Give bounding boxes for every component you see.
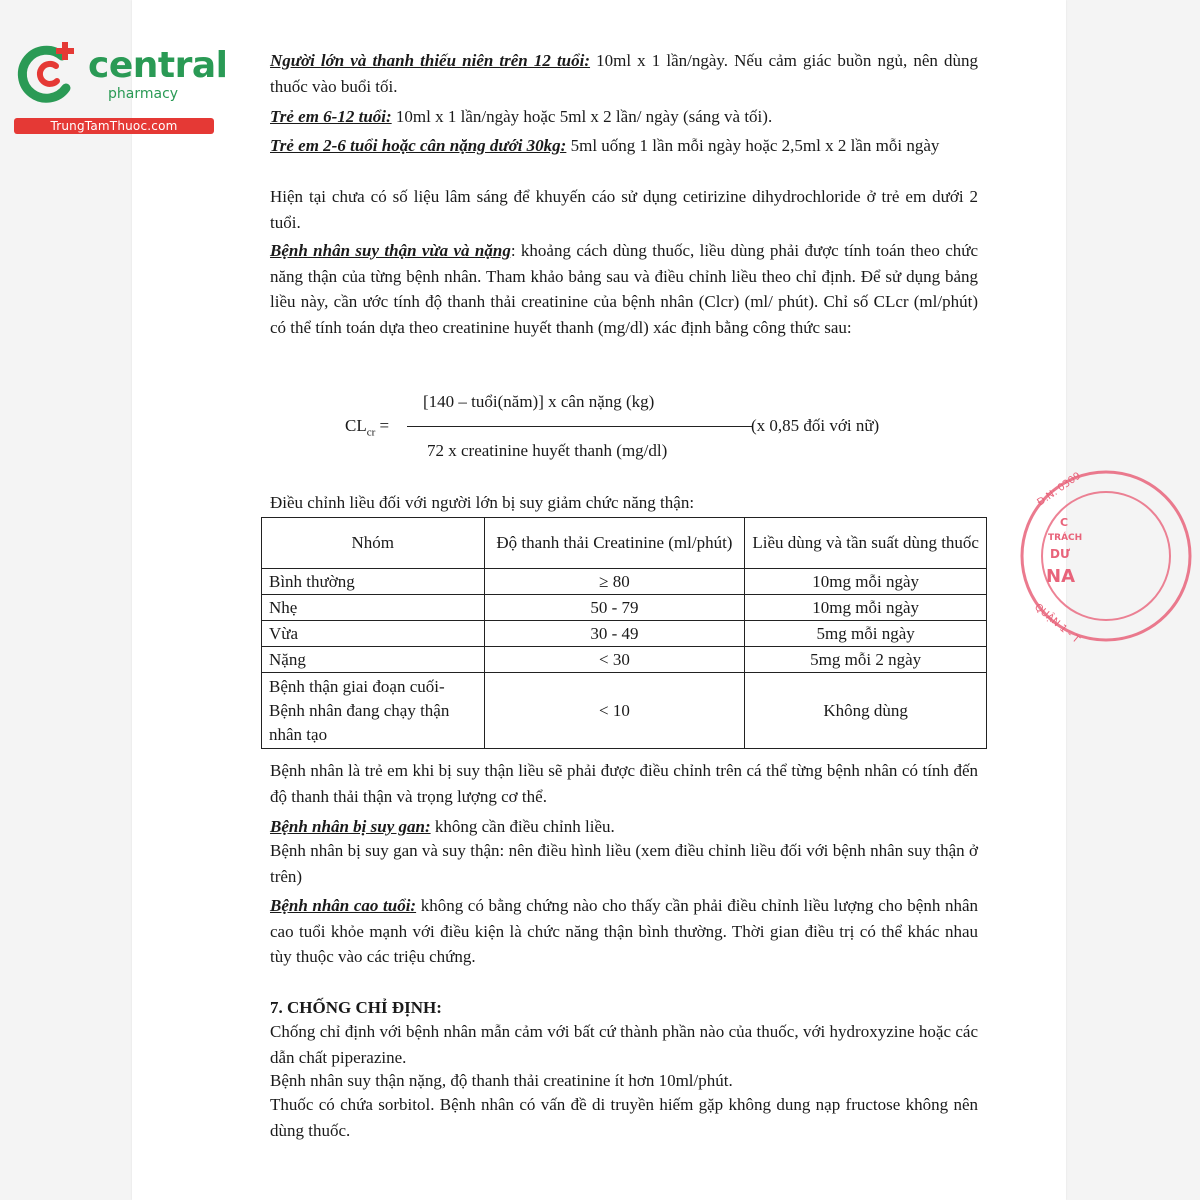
paragraph-hepatic-renal: Bệnh nhân bị suy gan và suy thận: nên điều hình liều (xem điều chỉnh liều đối với bệnh nhân suy thận ở trên) <box>270 841 978 886</box>
paragraph-children-2-6 <box>270 133 978 159</box>
table-cell: < 10 <box>484 673 745 749</box>
paragraph-adults <box>270 48 978 99</box>
contraindication-1: Chống chỉ định với bệnh nhân mẫn cảm với bất cứ thành phần nào của thuốc, với hydroxyzine hoặc các dẫn chất piperazine. <box>270 1022 978 1067</box>
table-caption: Điều chỉnh liều đối với người lớn bị suy giảm chức năng thận: <box>270 493 695 512</box>
table-cell: < 30 <box>484 647 745 673</box>
table-header: Liều dùng và tần suất dùng thuốc <box>745 518 987 569</box>
formula-denominator: 72 x creatinine huyết thanh (mg/dl) <box>427 441 668 460</box>
table-row <box>262 569 987 595</box>
table-header-row <box>262 518 987 569</box>
table-cell: 50 - 79 <box>484 595 745 621</box>
paragraph-renal <box>270 238 978 340</box>
brand-site-link[interactable]: TrungTamThuoc.com <box>14 118 214 134</box>
formula-fraction-bar <box>407 426 753 427</box>
formula-lhs-symbol: CL <box>345 416 367 435</box>
heading-adults: Người lớn và thanh thiếu niên trên 12 tuổi: <box>270 51 591 70</box>
brand-logo[interactable] <box>10 36 228 136</box>
text-elderly: không có bằng chứng nào cho thấy cần phải điều chỉnh liều lượng cho bệnh nhân cao tuổi khỏe mạnh với điều kiện là chức năng thận bình thường. Thời gian điều trị có thể khác nhau tùy thuộc vào các triệu chứng. <box>270 896 978 966</box>
section-7-title: 7. CHỐNG CHỈ ĐỊNH: <box>270 998 442 1017</box>
svg-text:QUẬN 1 - T: QUẬN 1 - T <box>1032 601 1082 646</box>
formula-lhs-subscript: cr <box>366 426 376 439</box>
contraindication-3: Thuốc có chứa sorbitol. Bệnh nhân có vấn đề di truyền hiếm gặp không dung nạp fructose không nên dùng thuốc. <box>270 1095 978 1140</box>
dose-table <box>261 517 987 749</box>
paragraph-children-6-12 <box>270 104 978 130</box>
contraindication-2: Bệnh nhân suy thận nặng, độ thanh thải creatinine ít hơn 10ml/phút. <box>270 1071 733 1090</box>
central-logo-icon <box>10 36 84 110</box>
svg-text:C: C <box>1060 516 1069 529</box>
table-cell: 10mg mỗi ngày <box>745 595 987 621</box>
formula-lhs <box>345 416 389 438</box>
text-children-6-12: 10ml x 1 lần/ngày hoặc 5ml x 2 lần/ ngày (sáng và tối). <box>391 107 773 126</box>
clcr-formula <box>345 385 905 465</box>
table-cell: Vừa <box>262 621 485 647</box>
table-cell: 30 - 49 <box>484 621 745 647</box>
table-cell: Không dùng <box>745 673 987 749</box>
paragraph-elderly <box>270 893 978 970</box>
brand-subtitle: pharmacy <box>108 86 179 102</box>
paragraph-hepatic <box>270 814 978 840</box>
formula-equals: = <box>375 416 390 435</box>
formula-numerator: [140 – tuổi(năm)] x cân nặng (kg) <box>423 392 655 411</box>
heading-elderly: Bệnh nhân cao tuổi: <box>270 896 417 915</box>
heading-children-6-12: Trẻ em 6-12 tuổi: <box>270 107 392 126</box>
table-cell: 5mg mỗi 2 ngày <box>745 647 987 673</box>
svg-text:TRÁCH: TRÁCH <box>1048 533 1083 543</box>
heading-renal: Bệnh nhân suy thận vừa và nặng <box>270 241 511 260</box>
table-cell: Nhẹ <box>262 595 485 621</box>
table-cell: Bình thường <box>262 569 485 595</box>
brand-name: central <box>88 45 228 86</box>
company-stamp-icon <box>1010 468 1084 646</box>
table-cell: 10mg mỗi ngày <box>745 569 987 595</box>
svg-text:NA: NA <box>1046 566 1075 587</box>
table-cell: 5mg mỗi ngày <box>745 621 987 647</box>
table-cell: Nặng <box>262 647 485 673</box>
formula-female-factor: (x 0,85 đối với nữ) <box>751 416 880 435</box>
svg-text:Đ.N: 0309: Đ.N: 0309 <box>1035 470 1084 509</box>
svg-text:DƯ: DƯ <box>1050 547 1070 561</box>
text-hepatic: không cần điều chỉnh liều. <box>430 817 615 836</box>
table-row <box>262 673 987 749</box>
heading-hepatic: Bệnh nhân bị suy gan: <box>270 817 431 836</box>
text-children-2-6: 5ml uống 1 lần mỗi ngày hoặc 2,5ml x 2 lần mỗi ngày <box>566 136 940 155</box>
table-header: Độ thanh thải Creatinine (ml/phút) <box>484 518 745 569</box>
table-cell: Bệnh thận giai đoạn cuối- Bệnh nhân đang chạy thận nhân tạo <box>262 673 485 749</box>
paragraph-under-2: Hiện tại chưa có số liệu lâm sáng để khuyến cáo sử dụng cetirizine dihydrochloride ở trẻ em dưới 2 tuổi. <box>270 187 978 232</box>
table-row <box>262 647 987 673</box>
paragraph-pediatric-renal: Bệnh nhân là trẻ em khi bị suy thận liều sẽ phải được điều chỉnh trên cá thể từng bệnh nhân có tính đến độ thanh thải thận và trọng lượng cơ thể. <box>270 761 978 806</box>
text-renal: : khoảng cách dùng thuốc, liều dùng phải được tính toán theo chức năng thận của từng bệnh nhân. Tham khảo bảng sau và điều chỉnh liều theo chỉ định. Để sử dụng bảng liều này, cần ước tính độ thanh thải creatinine của bệnh nhân (Clcr) (ml/ phút). Chỉ số CLcr (ml/phút) có thể tính toán dựa theo creatinine huyết thanh (mg/dl) xác định bằng công thức sau: <box>270 241 978 337</box>
table-row <box>262 621 987 647</box>
heading-children-2-6: Trẻ em 2-6 tuổi hoặc cân nặng dưới 30kg: <box>270 136 567 155</box>
table-header: Nhóm <box>262 518 485 569</box>
table-row <box>262 595 987 621</box>
table-cell: ≥ 80 <box>484 569 745 595</box>
text-adults: 10ml x 1 lần/ngày. Nếu cảm giác buồn ngủ, nên dùng thuốc vào buổi tối. <box>270 51 979 96</box>
